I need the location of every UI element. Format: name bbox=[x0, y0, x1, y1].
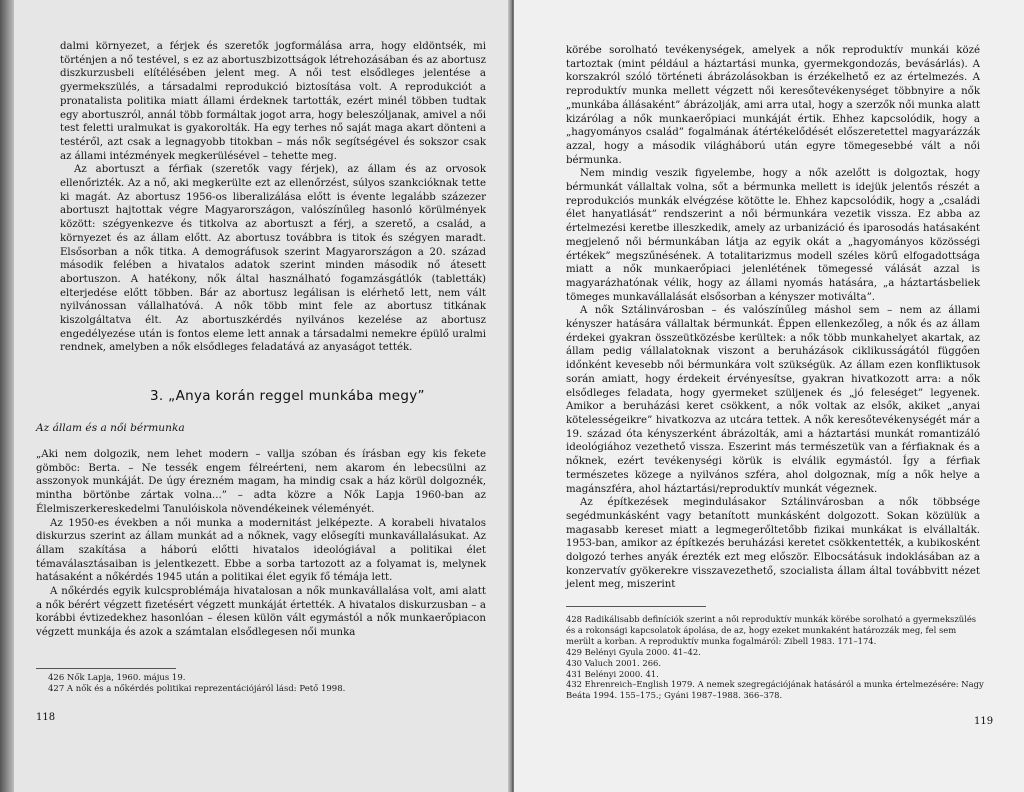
footnote: 430 Valuch 2001. 266. bbox=[566, 657, 662, 668]
left-text-block-top bbox=[60, 40, 486, 355]
paragraph: Az építkezések megindulásakor Sztálinvárosban a nők többsége segédmunkásként vagy betanított munkásként dolgozott. Sokan közülük a magasabb kereset miatt a legmegerőltetőbb fizikai munkákat is elvállalták. 1953-ban, amikor az építkezés beruházási keretet csökkentették, a kubikosként dolgozó terhes anyák érezték ezt meg először. Elbocsátásuk indoklásában az a konzervatív gyökerekre visszavezethető, szocialista állam által továbbvitt nézet jelent meg, miszerint bbox=[566, 497, 980, 591]
paragraph: Nem mindig veszik figyelembe, hogy a nők azelőtt is dolgoztak, hogy bérmunkát vállaltak volna, sőt a bérmunka mellett is idejük jelentős részét a reprodukciós munkák elvégzése kötötte le. Ehhez kapcsolódik, hogy a „családi élet hanyatlását” rendszerint a női bérmunkára vezetik vissza. Ez abba az értelmezési keretbe illeszkedik, amely az urbanizáció és iparosodás hatásaként megjelenő női bérmunkában látja az egyik okát a „hagyományos közösségi értékek” megszűnésének. A totalitarizmus modell széles körű elfogadottsága miatt a nők munkaerőpiaci jelenlétének tömegessé válását azzal is magyarázhatónak vélik, hogy az állami nyomás hatására, „a háztartásbeliek tömeges munkavállalását elsősorban a kényszer motiválta”. bbox=[566, 168, 980, 303]
page-number: 119 bbox=[974, 716, 994, 727]
paragraph: „Aki nem dolgozik, nem lehet modern – vallja szóban és írásban egy kis fekete gömböc: Berta. – Ne tessék engem félreérteni, nem akarom én lebecsülni az asszonyok munkáját. De úgy érezném magam, ha mindig csak a ház körül dolgoznék, mintha börtönbe zártak volna...” – adta közre a Nők Lapja 1960-ban az Élelmiszerkereskedelmi Tanulóiskola növendékeinek véleményét. bbox=[36, 449, 486, 515]
footnote: 431 Belényi 2000. 41. bbox=[566, 668, 659, 679]
footnote-rule bbox=[566, 606, 706, 607]
footnote-rule bbox=[36, 668, 176, 669]
paragraph: A nőkérdés egyik kulcsproblémája hivatalosan a nők munkavállalása volt, ami alatt a nők bérért végzett fizetésért végzett munkáját értették. A hivatalos diskurzusban – a korábbi évtizedekhez hasonlóan – élesen külön vált egymástól a nők munkaerőpiacon végzett munkája és azok a számtalan elsődlegesen női munka bbox=[36, 586, 486, 639]
footnote: 432 Ehrenreich–English 1979. A nemek szegregációjának hatásáról a munka értelmezésére: Nagy Beáta 1994. 155–175.; Gyáni 1987–1988. 366–378. bbox=[566, 679, 984, 701]
chapter-title: 3. „Anya korán reggel munkába megy” bbox=[150, 388, 425, 404]
footnote: 429 Belényi Gyula 2000. 41–42. bbox=[566, 646, 701, 657]
paragraph: A nők Sztálinvárosban – és valószínűleg máshol sem – nem az állami kényszer hatására vállaltak bérmunkát. Éppen ellenkezőleg, a nők és az állam érdekei gyakran összeütközésbe kerültek: a nők több munkahelyet akartak, az állam pedig vállalatoknak viszont a beruházások ciklikusságától függően időnként kevesebb női bérmunkára volt szükségük. Az állam ezen konfliktusok során amiatt, hogy érdekeit érvényesítse, gyakran hivatkozott arra: a nők elsődleges feladata, hogy gyermeket szüljenek és „jó feleséget” legyenek. Amikor a beruházási keret csökkent, a nők voltak az elsők, akiket „anyai kötelességeikre” hivatkozva az utcára tettek. A nők keresőtevékenységét már a 19. század óta kényszerként ábrázolták, ami a háztartási munkát romantizáló ideológiához vezethető vissza. Eszerint más természetük van a férfiaknak és a nőknek, ezért tevékenységi körük is elválik egymástól. Így a férfiak természetes közege a nyilvános szféra, ahol dolgoznak, míg a nők helye a magánszféra, ahol háztartási/reproduktív munkát végeznek. bbox=[566, 305, 980, 495]
page-edge bbox=[0, 0, 14, 792]
paragraph: Az 1950-es években a női munka a modernitást jelképezte. A korabeli hivatalos diskurzus szerint az állam munkát ad a nőknek, vagy elősegíti munkavállalásukat. Az állam szakítása a háború előtti hivatalos ideológiával a politikai élet témaválasztásaiban is jelentkezett. Ebbe a sorba tartozott az a folyamat is, melynek hatásaként a nőkérdés 1945 után a politikai élet egyik fő témája lett. bbox=[36, 517, 486, 584]
paragraph: Az abortuszt a férfiak (szeretők vagy férjek), az állam és az orvosok ellenőrizték. Az a nő, aki megkerülte ezt az ellenőrzést, súlyos szankcióknak tette ki magát. Az abortusz 1956-os liberalizálása előtt is évente legalább százezer abortuszt hajtottak végre Magyarországon, valószínűleg hasonló körülmények között: szégyenkezve és titkolva az abortuszt a férj, a szerető, a család, a környezet és az állam előtt. Az abortusz továbbra is titok és szégyen maradt. Elsősorban a nők titka. A demográfusok szerint Magyarországon a 20. század második felében a hivatalos adatok szerint minden második nő átesett abortuszon. A hatékony, nők által használható fogamzásgátlók (tabletták) elterjedése előtt többen. Bár az abortusz legálisan is elérhető lett, nem vált nyilvánossan vállalhatóvá. A nők több mint fele az abortusz titkának kiszolgáltatva élt. Az abortuszkérdés nyilvános kezelése az abortusz engedélyezése után is fontos eleme lett annak a társadalmi nemekre épülő uralmi rendnek, amelyben a nők elsődleges feladatává az anyaságot tették. bbox=[60, 164, 486, 354]
footnotes bbox=[566, 614, 986, 701]
section-title: Az állam és a női bérmunka bbox=[36, 422, 185, 434]
paragraph: körébe sorolható tevékenységek, amelyek a nők reproduktív munkái közé tartoztak (mint például a háztartási munka, gyermekgondozás, bevásárlás). A korszakról szóló történeti ábrázolásokban is érzékelhető ez az értelmezés. A reproduktív munka mellett végzett női keresőtevékenységet többnyire a nők „munkába állásaként” ábrázolják, ami arra utal, hogy a szerzők női munka alatt kizárólag a nők munkaerőpiaci munkáját értik. Ehhez kapcsolódik, hogy a „hagyományos család” fogalmának átértékelődését előszeretettel magyarázzák azzal, hogy a második világháború után egyre tömegesebbé vált a női bérmunka. bbox=[566, 45, 980, 166]
right-text-block bbox=[566, 44, 980, 592]
paragraph: dalmi környezet, a férjek és szeretők jogformálása arra, hogy eldöntsék, mi történjen a nő testével, s ez az abortuszbizottságok létrehozásában és az abortusz diszkurzusbeli elítélésében jelent meg. A női test elsődleges jelentése a gyermekszülés, a társadalmi reprodukció biztosítása volt. A reprodukciót a pronatalista politika miatt állami érdeknek tartották, ezért minél többen tudtak egy abortuszról, annál több formáltak jogot arra, hogy beleszóljanak, amivel a női test feletti uralmukat is gyakorolták. Ha egy terhes nő saját maga akart dönteni a testéről, azt csak a legnagyobb titokban – más nők segítségével és sokszor csak az állami intézmények megkerülésével – tehette meg. bbox=[60, 41, 486, 162]
footnote: 428 Radikálisabb definíciók szerint a női reproduktív munkák körébe sorolható a gyermekszülés és a rokonsági kapcsolatok ápolása, de az, hogy ezeket munkaként határozzák meg, fel sem merült a korban. A reproduktív munka fogalmáról: Zibell 1983. 171–174. bbox=[566, 614, 977, 646]
footnote: 426 Nők Lapja, 1960. május 19. bbox=[48, 673, 186, 683]
left-text-block-bottom bbox=[36, 448, 486, 640]
footnote: 427 A nők és a nőkérdés politikai reprezentációjáról lásd: Pető 1998. bbox=[48, 684, 346, 694]
page-number: 118 bbox=[36, 712, 56, 723]
footnotes bbox=[48, 673, 478, 695]
left-page bbox=[0, 0, 510, 792]
